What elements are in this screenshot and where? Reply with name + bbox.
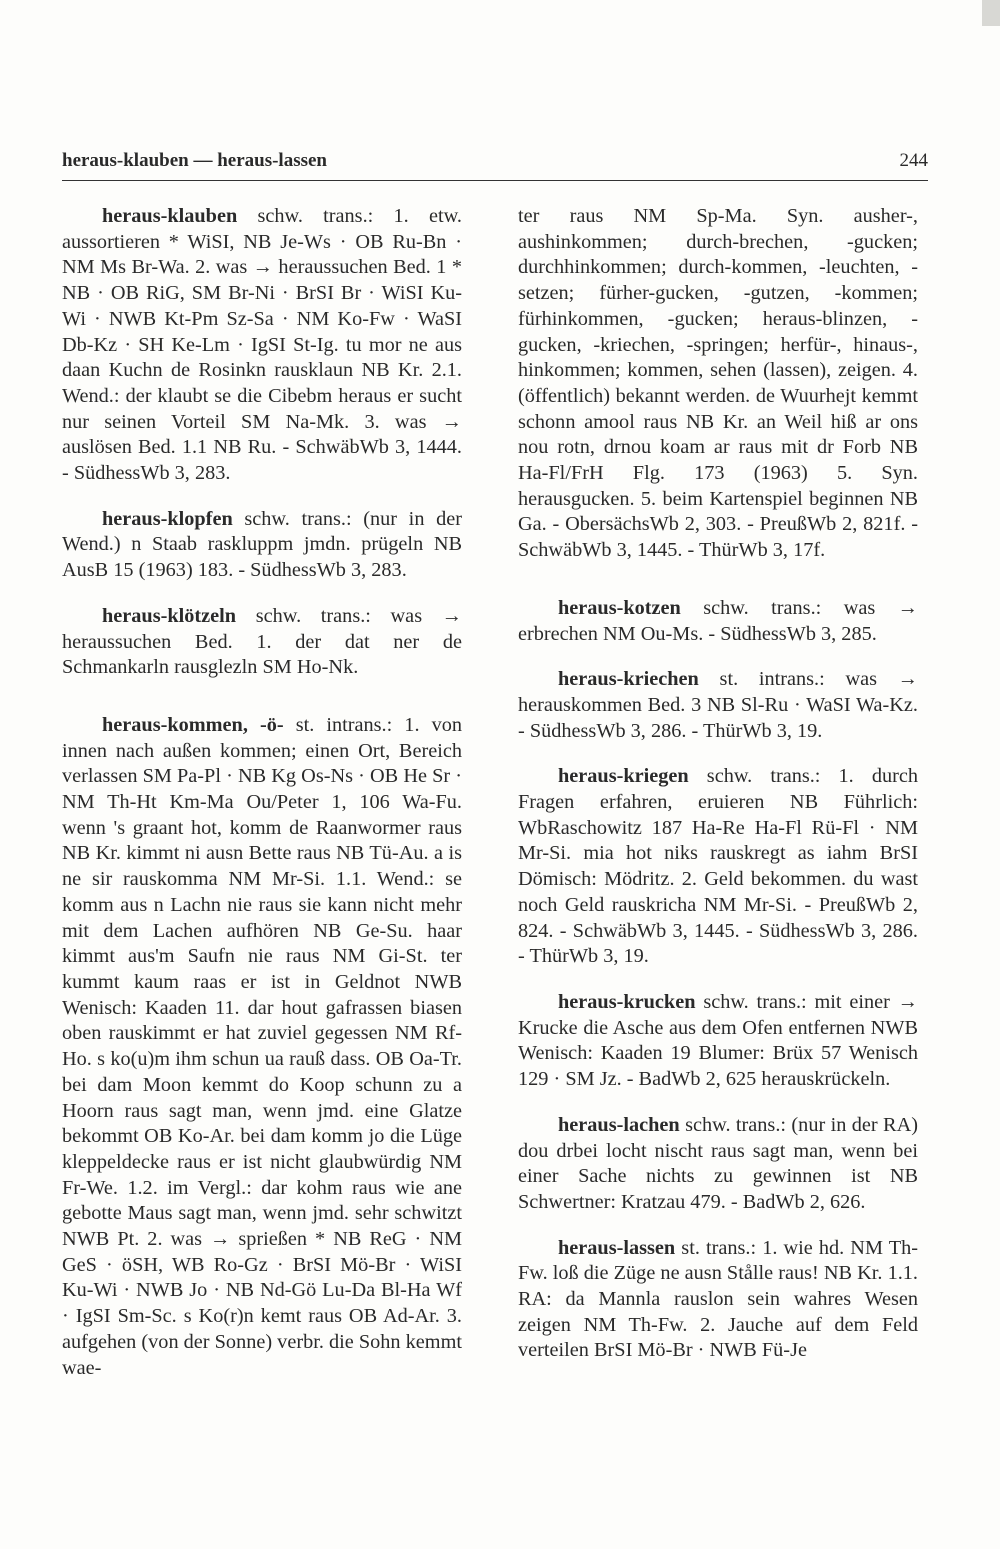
entry-body: schw. trans.: 1. durch Fragen erfahren, eruieren NB Führlich: WbRaschowitz 187 Ha-Re Ha-Fl Rü-Fl · NM Mr-Si. mia hot niks rauskregt as iahm BrSI Dömisch: Mödritz. 2. Geld bekommen. du wast noch Geld rauskricha NM Mr-Si. - PreußWb 2, 824. - SchwäbWb 3, 1445. - SüdhessWb 3, 286. - ThürWb 3, 19. [518, 765, 918, 968]
entry-lemma: heraus-kotzen [558, 596, 681, 619]
scan-edge-mark [982, 0, 1000, 26]
entry-lemma: heraus-kriechen [558, 668, 699, 691]
dictionary-entry-heraus-klauben [62, 204, 462, 487]
running-head: heraus-klauben — heraus-lassen [62, 150, 327, 171]
dictionary-entry-heraus-lachen [518, 1113, 918, 1216]
entry-lemma: heraus-lachen [558, 1113, 680, 1136]
entry-lemma: heraus-klötzeln [102, 604, 237, 627]
entry-body: schw. trans.: (nur in der Wend.) n Staab raskluppm jmdn. prügeln NB AusB 15 (1963) 183. - SüdhessWb 3, 283. [62, 507, 462, 582]
dictionary-entry-heraus-kommen [62, 713, 462, 1381]
entry-body: schw. trans.: 1. etw. aussortieren * WiSI, NB Je-Ws · OB Ru-Bn · NM Ms Br-Wa. 2. was → heraussuchen Bed. 1 * NB · OB RiG, SM Br-Ni · BrSI Br · WiSI Ku-Wi · NWB Kt-Pm Sz-Sa · NM Ko-Fw · WaSI Db-Kz · SH Ke-Lm · IgSI St-Ig. tu mor ne aus daan Kuchn de Rosinkn rausklaun NB Kr. 2.1. Wend.: der klaubt se die Cibebm heraus er sucht nur seinen Vorteil SM Na-Mk. 3. was → auslösen Bed. 1.1 NB Ru. - SchwäbWb 3, 1444. - SüdhessWb 3, 283. [62, 205, 462, 485]
dictionary-entry-heraus-klopfen [62, 507, 462, 584]
page-number: 244 [899, 150, 928, 171]
dictionary-entry-heraus-kriechen [518, 667, 918, 744]
right-column [518, 204, 918, 1384]
entry-lemma: heraus-klauben [102, 205, 238, 227]
dictionary-entry-heraus-krucken [518, 990, 918, 1093]
entry-body: schw. trans.: mit einer → Krucke die Asche aus dem Ofen entfernen NWB Wenisch: Kaaden 19 Blumer: Brüx 57 Wenisch 129 · SM Jz. - BadWb 2, 625 herauskrückeln. [518, 990, 918, 1091]
dictionary-entry-continuation [518, 204, 918, 564]
dictionary-entry-heraus-kotzen [518, 596, 918, 647]
entry-lemma: heraus-krucken [558, 990, 696, 1013]
entry-body: st. trans.: 1. wie hd. NM Th-Fw. loß die Züge ne ausn Stålle raus! NB Kr. 1.1. RA: da Mannla rauslon sein wahres Wesen zeigen NM Th-Fw. 2. Jauche auf dem Feld verteilen BrSI Mö-Br · NWB Fü-Je [518, 1236, 918, 1362]
dictionary-entry-heraus-kloetzeln [62, 604, 462, 681]
entry-lemma: heraus-lassen [558, 1236, 676, 1259]
entry-lemma: heraus-kommen, -ö- [102, 713, 284, 736]
left-column [62, 204, 462, 1401]
page-header [62, 150, 928, 181]
entry-body: ter raus NM Sp-Ma. Syn. ausher-, aushinkommen; durch-brechen, -gucken; durchhinkommen; durch-kommen, -leuchten, -setzen; fürher-gucken, -gutzen, -kommen; fürhinkommen, -gucken; heraus-blinzen, -gucken, -kriechen, -springen; herfür-, hinaus-, hinkommen; kommen, sehen (lassen), zeigen. 4. (öffentlich) bekannt werden. de Wuurhejt kemmt schonn amool raus NB Kr. an Weil hiß ar ons nou rotn, drnou koam ar raus mit dr Forb NB Ha-Fl/FrH Flg. 173 (1963) 5. Syn. herausgucken. 5. beim Kartenspiel beginnen NB Ga. - ObersächsWb 2, 303. - PreußWb 2, 821f. - SchwäbWb 3, 1445. - ThürWb 3, 17f. [518, 205, 918, 562]
entry-body: st. intrans.: was → herauskommen Bed. 3 NB Sl-Ru · WaSI Wa-Kz. - SüdhessWb 3, 286. - ThürWb 3, 19. [518, 668, 918, 742]
entry-lemma: heraus-klopfen [102, 507, 233, 530]
entry-body: schw. trans.: was → heraussuchen Bed. 1. der dat ner de Schmankarln rausglezln SM Ho-Nk. [62, 604, 462, 679]
entry-body: schw. trans.: was → erbrechen NM Ou-Ms. - SüdhessWb 3, 285. [518, 596, 918, 645]
entry-lemma: heraus-kriegen [558, 765, 689, 788]
dictionary-entry-heraus-kriegen [518, 764, 918, 970]
entry-body: st. intrans.: 1. von innen nach außen kommen; einen Ort, Bereich verlassen SM Pa-Pl · NB Kg Os-Ns · OB He Sr · NM Th-Ht Km-Ma Ou/Peter 1, 106 Wa-Fu. wenn 's graant hot, komm de Raanwormer raus NB Kr. kimmt ni ausn Bette raus NB Tü-Au. a is ne sir rauskomma NM Mr-Si. 1.1. Wend.: se komm aus n Lachn nie raus sie kann nicht mehr mit dem Lachen aufhören NB Ge-Su. haar kimmt aus'm Saufn nie raus NM Gi-St. ter kummt kaum raas er ist in Geldnot NWB Wenisch: Kaaden 11. dar hout gafrassen biasen oben rauskimmt er hat zuviel gegessen NM Rf-Ho. s ko(u)m ihm schun ua rauß dass. OB Oa-Tr. bei dam Moon kemmt do Koop schunn zu a Hoorn raus sagt man, wenn jmd. eine Glatze bekommt OB Ko-Ar. bei dam komm jo die Lüge kleppeldecke raus er ist nicht glaubwürdig NM Fr-We. 1.2. im Vergl.: dar kohm raus wie ane gebotte Maus sagt man, wenn jmd. sehr schwitzt NWB Pt. 2. was → sprießen * NB ReG · NM GeS · öSH, WB Ro-Gz · BrSI Mö-Br · WiSI Ku-Wi · NWB Jo · NB Nd-Gö Lu-Da Bl-Ha Wf · IgSI Sm-Sc. s Ko(r)n kemt raus OB Ad-Ar. 3. aufgehen (von der Sonne) verbr. die Sohn kemmt wae- [62, 713, 462, 1379]
dictionary-entry-heraus-lassen [518, 1236, 918, 1365]
entry-body: schw. trans.: (nur in der RA) dou drbei locht nischt raus sagt man, wenn bei einer Sache nichts zu gewinnen ist NB Schwertner: Kratzau 479. - BadWb 2, 626. [518, 1113, 918, 1213]
